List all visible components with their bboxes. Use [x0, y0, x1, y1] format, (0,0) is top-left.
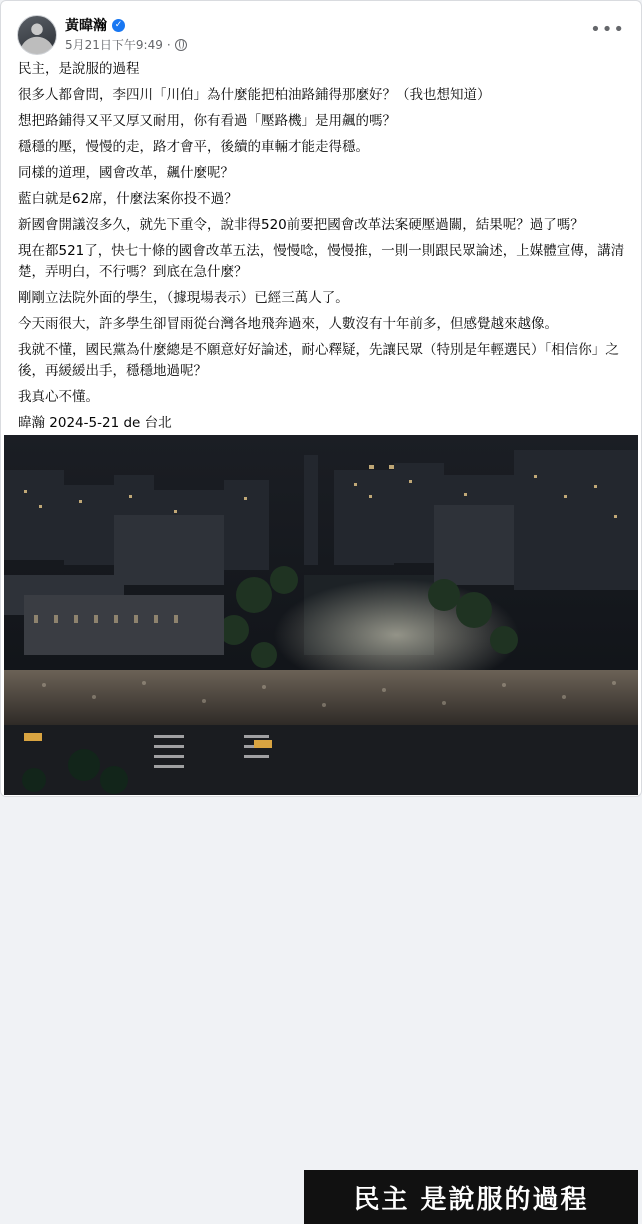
- globe-icon: [175, 39, 187, 51]
- post-paragraph: 今天雨很大，許多學生卻冒雨從台灣各地飛奔過來，人數沒有十年前多，但感覺越來越像。: [18, 316, 558, 332]
- post-timestamp[interactable]: 5月21日下午9:49: [65, 38, 163, 52]
- night-city-crowd-photo: [4, 435, 638, 795]
- post-paragraph: 現在都521了，快七十條的國會改革五法，慢慢唸，慢慢推，一則一則跟民眾論述，上媒體宣傳，講清楚，弄明白，不行嗎？到底在急什麼？: [18, 243, 625, 280]
- post-paragraph: 剛剛立法院外面的學生，（據現場表示）已經三萬人了。: [18, 290, 349, 306]
- meta-separator: ·: [166, 37, 171, 52]
- post-paragraph: 新國會開議沒多久，就先下重令，說非得520前要把國會改革法案硬壓過關，結果呢？過了嗎？: [18, 217, 584, 233]
- post-signature: 暐瀚 2024-5-21 de 台北: [18, 415, 172, 431]
- post-header: [17, 15, 625, 59]
- photo-caption: 民主 是說服的過程: [304, 1170, 638, 1224]
- post-paragraph: 想把路鋪得又平又厚又耐用，你有看過「壓路機」是用飆的嗎？: [18, 113, 396, 129]
- post-meta: [65, 36, 187, 53]
- post-paragraph: 我真心不懂。: [18, 389, 99, 405]
- more-options-button[interactable]: •••: [590, 19, 625, 40]
- post-paragraph: 很多人都會問，李四川「川伯」為什麼能把柏油路鋪得那麼好？（我也想知道）: [18, 87, 491, 103]
- author-row: [65, 15, 125, 35]
- post-paragraph: 穩穩的壓，慢慢的走，路才會平，後續的車輛才能走得穩。: [18, 139, 369, 155]
- verified-badge-icon: ✓: [112, 19, 125, 32]
- author-name[interactable]: 黃暐瀚: [65, 18, 107, 34]
- post-paragraph: 民主，是說服的過程: [18, 61, 140, 77]
- post-paragraph: 我就不懂，國民黨為什麼總是不願意好好論述，耐心釋疑，先讓民眾（特別是年輕選民）「相信你」之後，再緩緩出手，穩穩地過呢？: [18, 342, 619, 379]
- post-paragraph: 同樣的道理，國會改革，飆什麼呢？: [18, 165, 234, 181]
- post-paragraph: 藍白就是62席，什麼法案你投不過？: [18, 191, 238, 207]
- author-avatar[interactable]: [17, 15, 57, 55]
- post-body: [18, 59, 627, 439]
- post-photo[interactable]: [4, 435, 638, 1215]
